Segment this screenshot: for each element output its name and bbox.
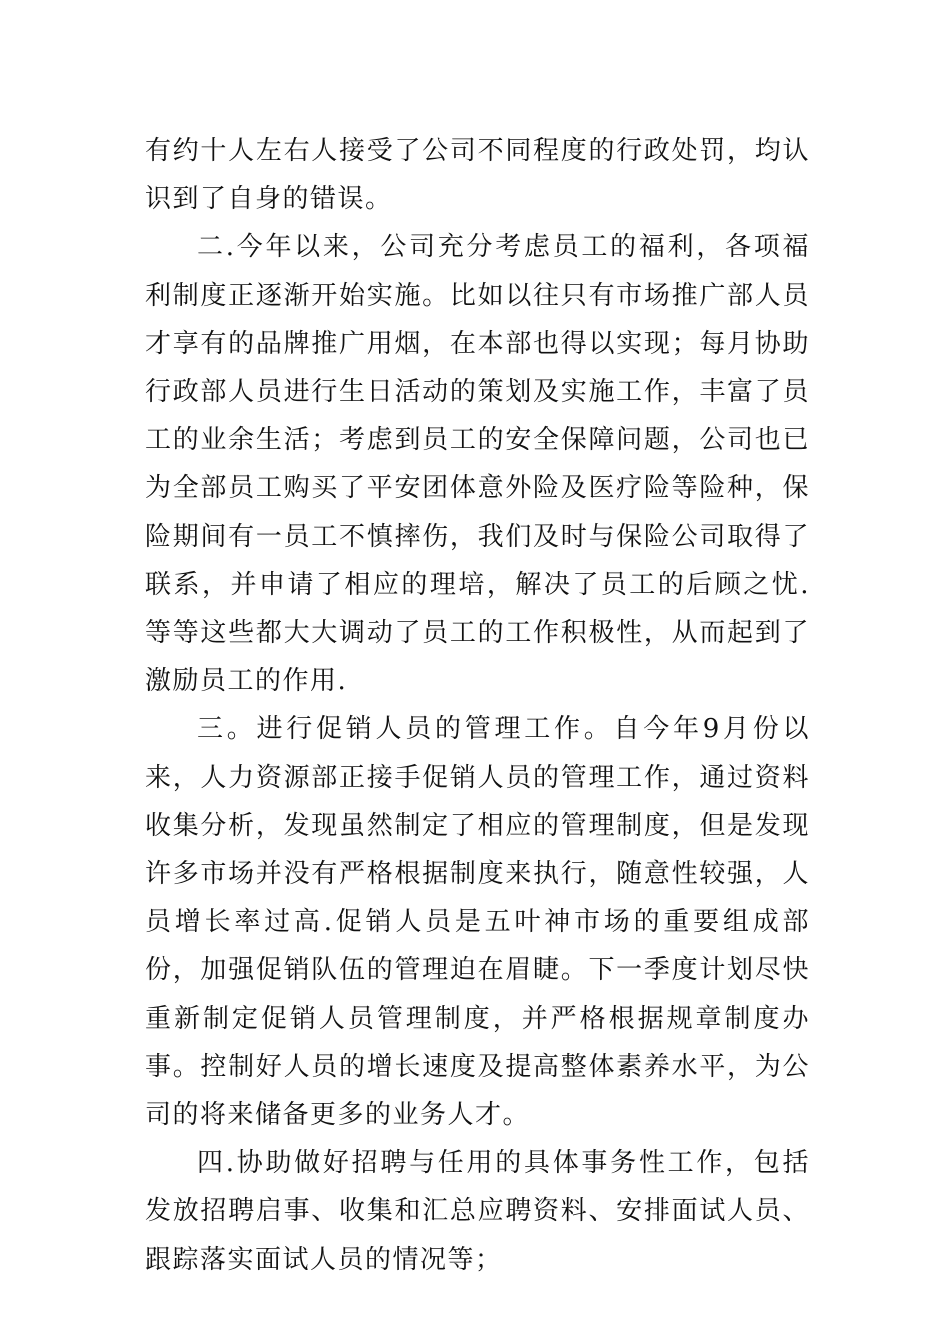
paragraph-continuation: 有约十人左右人接受了公司不同程度的行政处罚，均认识到了自身的错误。 <box>145 136 810 215</box>
paragraph-item-2-welfare: 二.今年以来，公司充分考虑员工的福利，各项福利制度正逐渐开始实施。比如以往只有市场推广部人员才享有的品牌推广用烟，在本部也得以实现；每月协助行政部人员进行生日活动的策划及实施工作，丰富了员工的业余生活；考虑到员工的安全保障问题，公司也已为全部员工购买了平安团体意外险及医疗险等险种，保险期间有一员工不慎摔伤，我们及时与保险公司取得了联系，并申请了相应的理培，解决了员工的后顾之忧.等等这些都大大调动了员工的工作积极性，从而起到了激励员工的作用. <box>145 232 810 697</box>
paragraph-item-4-recruitment: 四.协助做好招聘与任用的具体事务性工作，包括发放招聘启事、收集和汇总应聘资料、安排面试人员、跟踪落实面试人员的情况等； <box>145 1148 810 1275</box>
paragraph-item-3-promoters: 三。进行促销人员的管理工作。自今年9月份以来，人力资源部正接手促销人员的管理工作，通过资料收集分析，发现虽然制定了相应的管理制度，但是发现许多市场并没有严格根据制度来执行，随意性较强，人员增长率过高.促销人员是五叶神市场的重要组成部份，加强促销队伍的管理迫在眉睫。下一季度计划尽快重新制定促销人员管理制度，并严格根据规章制度办事。控制好人员的增长速度及提高整体素养水平，为公司的将来储备更多的业务人才。 <box>145 714 810 1131</box>
document-body <box>145 127 810 1284</box>
